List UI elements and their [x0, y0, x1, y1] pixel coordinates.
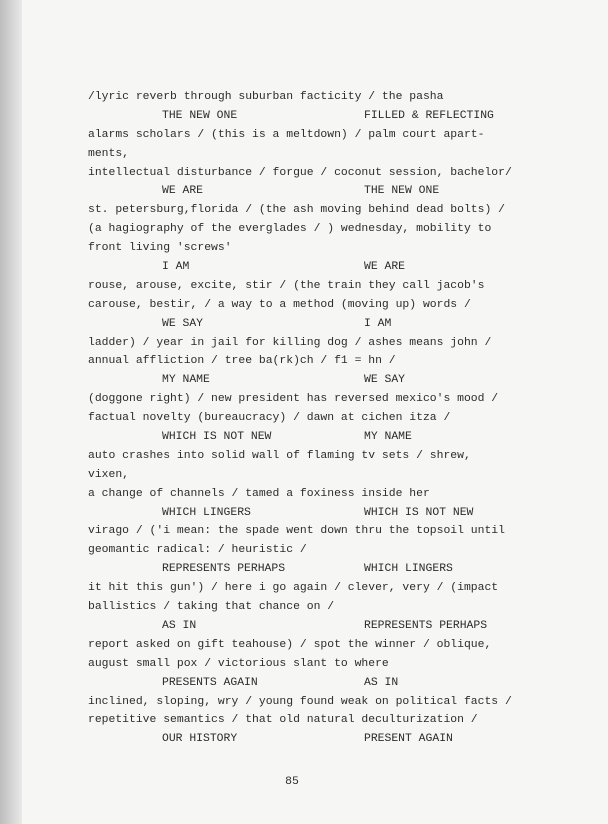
poem-line	[88, 447, 548, 466]
refrain-left: WE SAY	[162, 317, 204, 330]
page-number: 85	[285, 776, 299, 788]
poem-line	[88, 711, 548, 730]
refrain-left: AS IN	[162, 619, 197, 632]
refrain-right: WE ARE	[364, 261, 406, 274]
refrain-line	[88, 617, 548, 636]
poem-line-text: ladder) / year in jail for killing dog / ashes means john /	[88, 336, 492, 349]
poem-line-text: august small pox / victorious slant to where	[88, 657, 389, 670]
refrain-line	[88, 182, 548, 201]
refrain-line	[88, 730, 548, 749]
poem-line-text: st. petersburg,florida / (the ash moving behind dead bolts) /	[88, 204, 505, 217]
poem-line-text: (a hagiography of the everglades / ) wednesday, mobility to	[88, 223, 492, 236]
poem-line-text: alarms scholars / (this is a meltdown) / palm court apart-	[88, 128, 485, 141]
poem-line	[88, 239, 548, 258]
poem-line-text: geomantic radical: / heuristic /	[88, 544, 307, 557]
poem-line	[88, 541, 548, 560]
refrain-left: WHICH IS NOT NEW	[162, 431, 272, 444]
refrain-right: FILLED & REFLECTING	[364, 109, 494, 122]
poem-line-text: a change of channels / tamed a foxiness inside her	[88, 487, 430, 500]
poem-line	[88, 636, 548, 655]
poem-line	[88, 145, 548, 164]
poem-line	[88, 485, 548, 504]
refrain-left: MY NAME	[162, 374, 210, 387]
poem-line-text: it hit this gun') / here i go again / clever, very / (impact	[88, 582, 499, 595]
poem-line-text: virago / ('i mean: the spade went down thru the topsoil until	[88, 525, 505, 538]
poem-line	[88, 409, 548, 428]
poem-line	[88, 126, 548, 145]
book-page	[22, 0, 608, 824]
refrain-left: REPRESENTS PERHAPS	[162, 563, 286, 576]
refrain-right: I AM	[364, 317, 392, 330]
poem-line	[88, 522, 548, 541]
refrain-left: I AM	[162, 261, 190, 274]
refrain-right: AS IN	[364, 676, 399, 689]
refrain-left: THE NEW ONE	[162, 109, 238, 122]
poem-line-text: annual affliction / tree ba(rk)ch / f1 = hn /	[88, 355, 396, 368]
poem-line	[88, 466, 548, 485]
poem-line-text: ments,	[88, 147, 130, 160]
refrain-right: PRESENT AGAIN	[364, 733, 453, 746]
refrain-right: WHICH LINGERS	[364, 563, 453, 576]
poem-line	[88, 579, 548, 598]
poem-line-text: repetitive semantics / that old natural deculturization /	[88, 714, 478, 727]
poem-line-text: inclined, sloping, wry / young found weak on political facts /	[88, 695, 512, 708]
refrain-line	[88, 315, 548, 334]
refrain-line	[88, 560, 548, 579]
poem-line	[88, 655, 548, 674]
poem-line	[88, 88, 548, 107]
poem-line-text: factual novelty (bureaucracy) / dawn at cichen itza /	[88, 412, 451, 425]
poem-body	[88, 88, 548, 749]
poem-line-text: (doggone right) / new president has reversed mexico's mood /	[88, 393, 499, 406]
refrain-left: WE ARE	[162, 185, 204, 198]
poem-line	[88, 220, 548, 239]
poem-line-text: intellectual disturbance / forgue / coconut session, bachelor/	[88, 166, 512, 179]
poem-line	[88, 693, 548, 712]
poem-line	[88, 334, 548, 353]
refrain-line	[88, 258, 548, 277]
refrain-right: WHICH IS NOT NEW	[364, 506, 474, 519]
poem-line-text: front living 'screws'	[88, 242, 232, 255]
poem-line	[88, 296, 548, 315]
book-gutter	[0, 0, 22, 824]
poem-line-text: ballistics / taking that chance on /	[88, 601, 335, 614]
refrain-line	[88, 107, 548, 126]
poem-line-text: auto crashes into solid wall of flaming tv sets / shrew,	[88, 449, 471, 462]
poem-line-text: carouse, bestir, / a way to a method (moving up) words /	[88, 298, 471, 311]
refrain-right: THE NEW ONE	[364, 185, 440, 198]
poem-line-text: /lyric reverb through suburban facticity / the pasha	[88, 91, 444, 103]
refrain-right: MY NAME	[364, 431, 412, 444]
refrain-left: PRESENTS AGAIN	[162, 676, 258, 689]
poem-line	[88, 352, 548, 371]
poem-line-text: vixen,	[88, 468, 130, 481]
poem-line	[88, 201, 548, 220]
refrain-line	[88, 674, 548, 693]
poem-line	[88, 598, 548, 617]
poem-line	[88, 390, 548, 409]
poem-line-text: report asked on gift teahouse) / spot the winner / oblique,	[88, 638, 492, 651]
refrain-line	[88, 504, 548, 523]
refrain-line	[88, 371, 548, 390]
refrain-left: OUR HISTORY	[162, 733, 238, 746]
refrain-right: WE SAY	[364, 374, 406, 387]
poem-line	[88, 277, 548, 296]
refrain-left: WHICH LINGERS	[162, 506, 251, 519]
poem-line	[88, 164, 548, 183]
refrain-line	[88, 428, 548, 447]
refrain-right: REPRESENTS PERHAPS	[364, 619, 488, 632]
poem-line-text: rouse, arouse, excite, stir / (the train they call jacob's	[88, 279, 485, 292]
